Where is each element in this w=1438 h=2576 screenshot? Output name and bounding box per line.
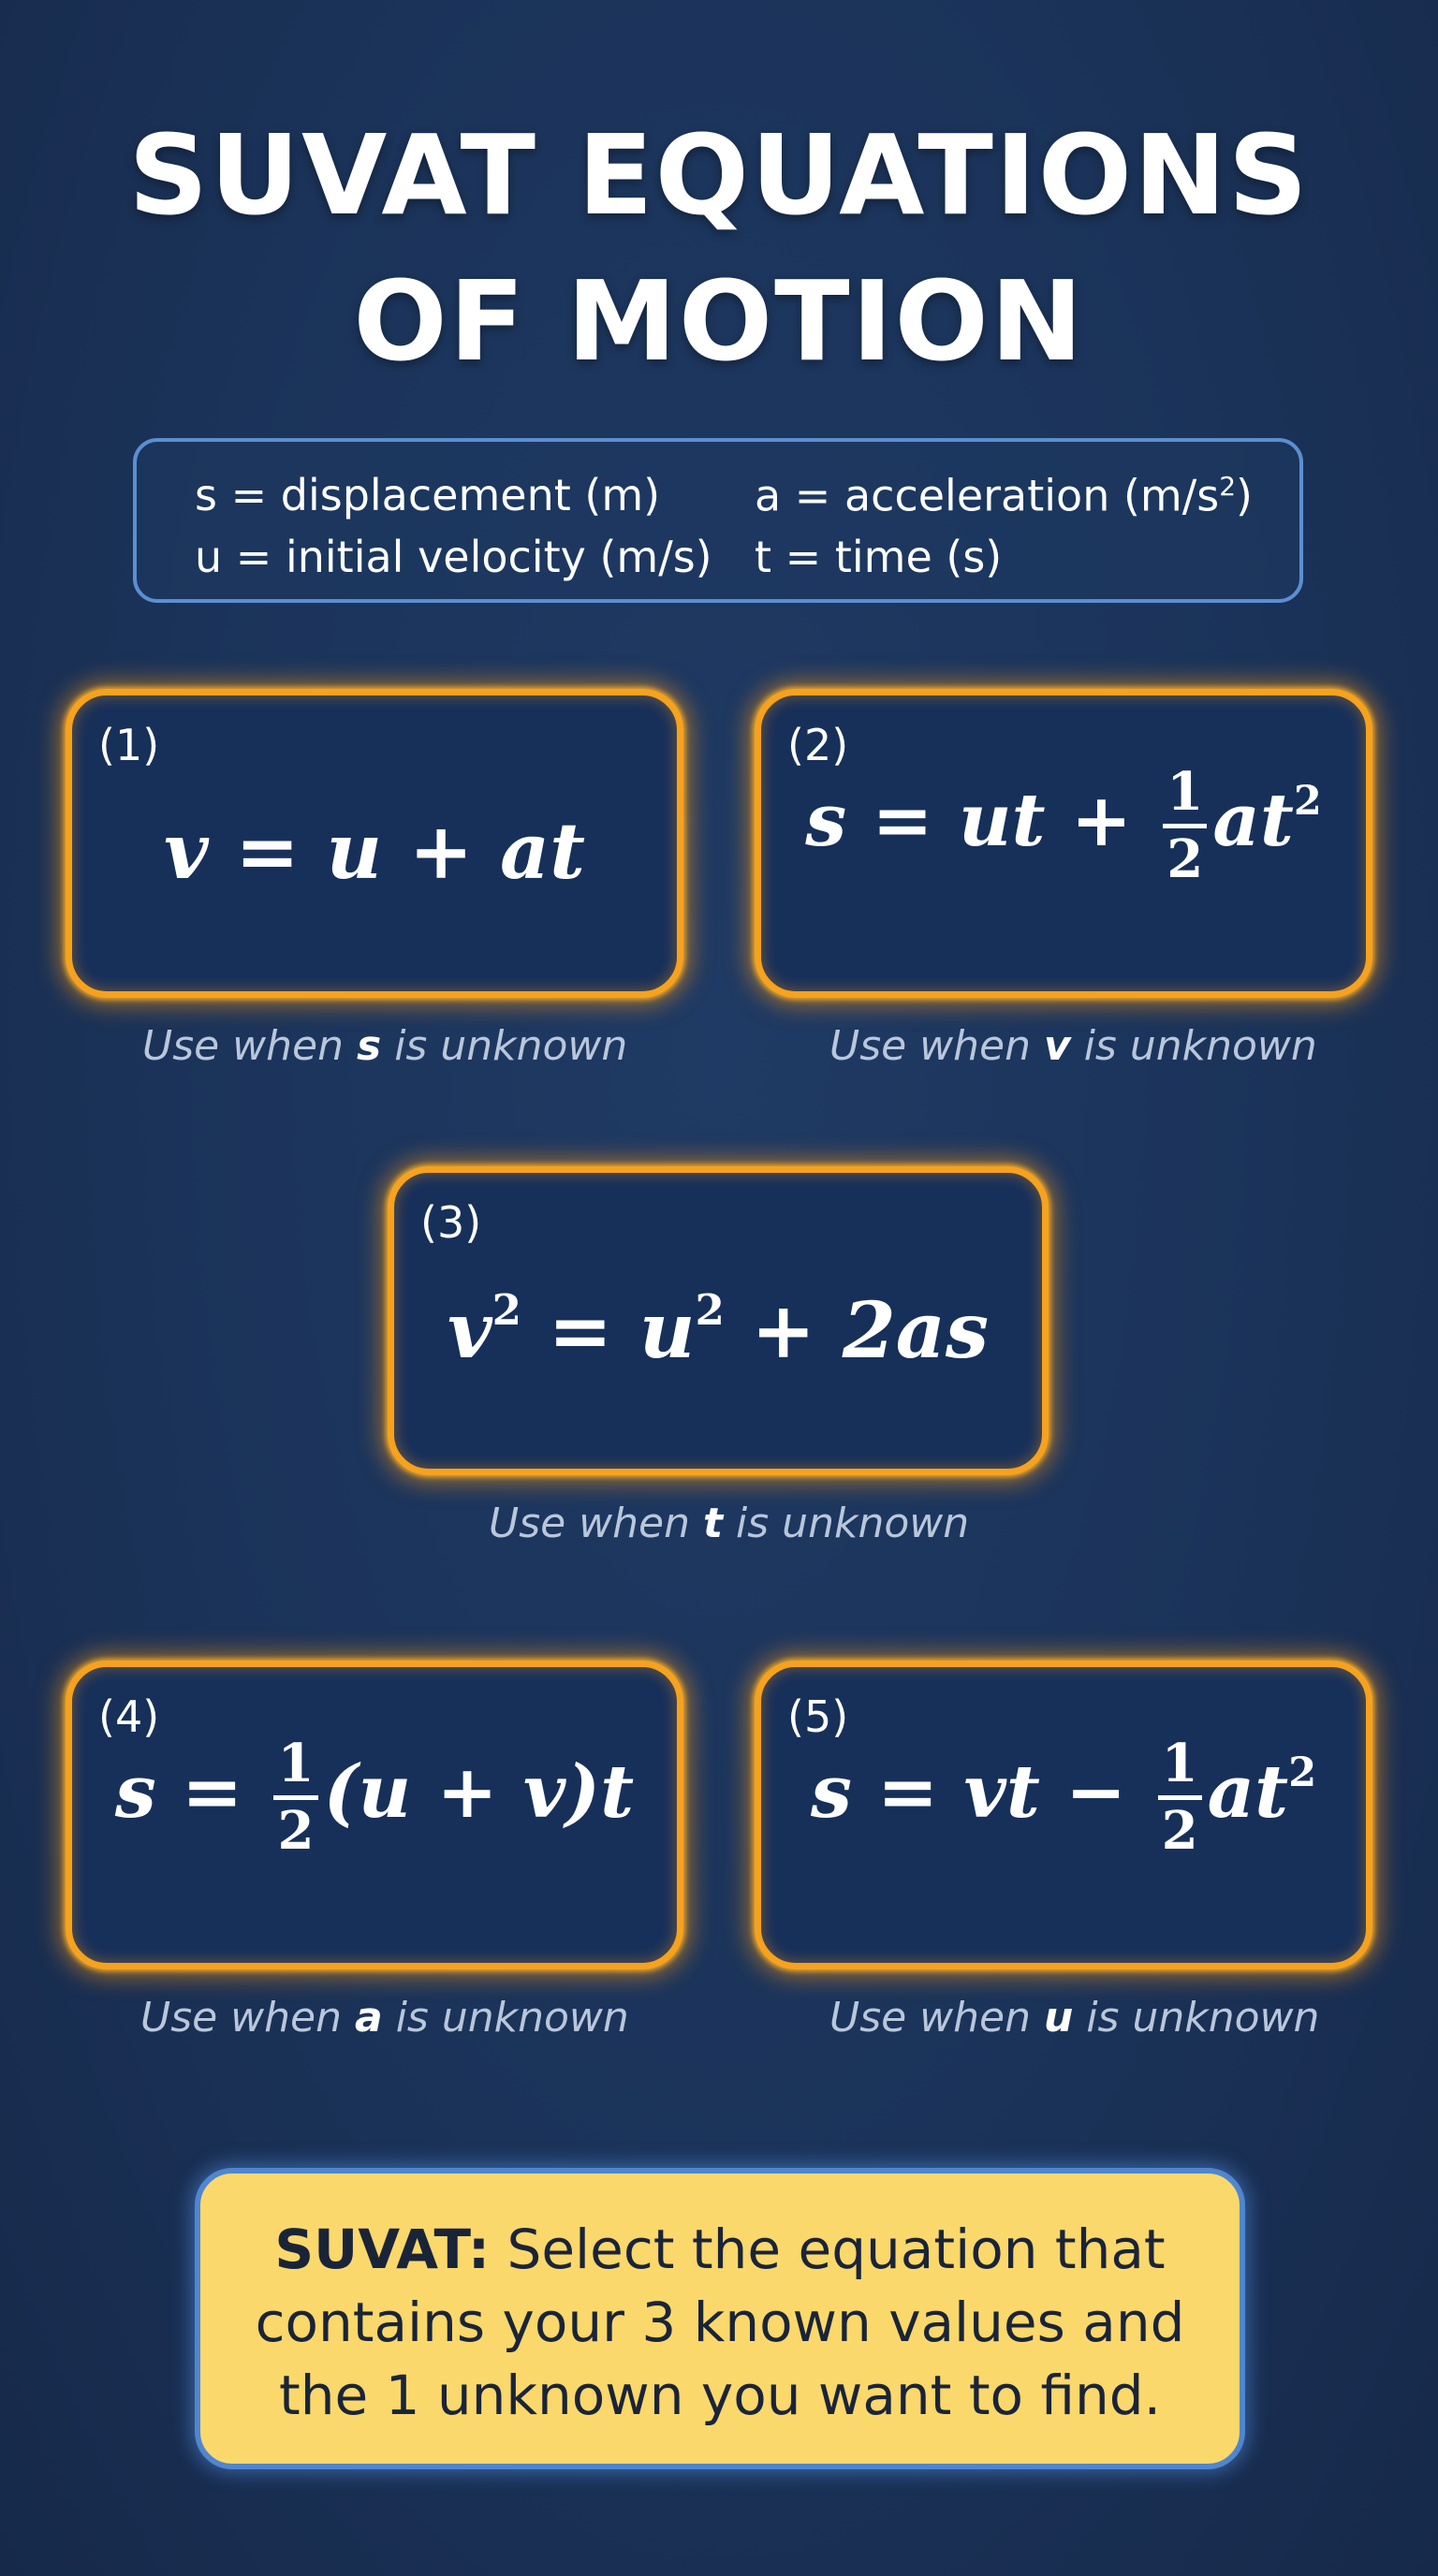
- equation-card-3: [388, 1166, 1049, 1475]
- equation-number-4: (4): [98, 1691, 160, 1742]
- caption-variable: t: [703, 1500, 724, 1547]
- formula-term: s: [805, 777, 847, 863]
- equation-caption-1: [142, 1022, 628, 1070]
- fraction-one-half: [273, 1733, 317, 1862]
- formula-exponent: 2: [695, 1284, 725, 1335]
- caption-variable: u: [1044, 1994, 1074, 2042]
- variable-legend: [133, 438, 1303, 603]
- equation-formula-4: [72, 1733, 677, 1862]
- equation-card-5: [755, 1661, 1372, 1969]
- caption-variable: s: [357, 1022, 382, 1070]
- caption-text: Use when: [829, 1022, 1045, 1070]
- formula-exponent: 2: [1293, 777, 1322, 825]
- equation-formula-1: [72, 807, 677, 897]
- fraction-denominator: 2: [1161, 1799, 1198, 1862]
- equation-number-2: (2): [787, 720, 849, 770]
- tip-text: [228, 2213, 1211, 2432]
- caption-text: is unknown: [1070, 1022, 1317, 1070]
- formula-operator: −: [1065, 1749, 1127, 1835]
- equation-formula-2: [761, 761, 1366, 890]
- formula-term: v: [164, 807, 209, 897]
- fraction-numerator: 1: [273, 1736, 317, 1800]
- formula-term: vt: [963, 1749, 1040, 1835]
- formula-exponent: 2: [492, 1284, 521, 1335]
- equation-formula-5: [761, 1733, 1366, 1862]
- equation-card-2: [755, 689, 1372, 998]
- equation-card-4: [66, 1661, 683, 1969]
- caption-text: Use when: [489, 1500, 704, 1547]
- equation-caption-2: [829, 1022, 1317, 1070]
- formula-term: v: [447, 1286, 492, 1376]
- tip-body: Select the equation that contains your 3 known values and the 1 unknown you want to find.: [255, 2217, 1185, 2427]
- formula-operator: =: [181, 1749, 243, 1835]
- fraction-denominator: 2: [1167, 827, 1204, 890]
- caption-variable: v: [1044, 1022, 1071, 1070]
- formula-term: 2as: [842, 1286, 990, 1376]
- formula-term: u: [326, 807, 383, 897]
- caption-text: Use when: [829, 1994, 1045, 2042]
- formula-operator: =: [548, 1286, 613, 1376]
- legend-acceleration: [755, 470, 1253, 521]
- fraction-denominator: 2: [277, 1799, 315, 1862]
- formula-term: at: [1212, 777, 1294, 863]
- equation-caption-4: [140, 1994, 629, 2042]
- formula-exponent: 2: [1288, 1749, 1317, 1796]
- formula-term: at: [499, 807, 585, 897]
- caption-text: is unknown: [1073, 1994, 1320, 2042]
- formula-term: (u + v)t: [323, 1749, 635, 1835]
- fraction-numerator: 1: [1158, 1736, 1202, 1800]
- equation-caption-5: [829, 1994, 1320, 2042]
- equation-number-1: (1): [98, 720, 160, 770]
- formula-operator: =: [872, 777, 933, 863]
- formula-operator: +: [1070, 777, 1133, 863]
- caption-text: is unknown: [723, 1500, 970, 1547]
- formula-operator: =: [877, 1749, 939, 1835]
- formula-operator: =: [235, 807, 300, 897]
- equation-number-5: (5): [787, 1691, 849, 1742]
- formula-term: at: [1207, 1749, 1289, 1835]
- page-title-line-2: OF MOTION: [353, 256, 1085, 386]
- formula-operator: +: [408, 807, 474, 897]
- legend-acceleration-close: ): [1236, 470, 1253, 521]
- equation-card-1: [66, 689, 683, 998]
- caption-text: Use when: [142, 1022, 358, 1070]
- equation-caption-3: [489, 1500, 970, 1547]
- formula-term: s: [114, 1749, 156, 1835]
- equation-number-3: (3): [420, 1197, 482, 1248]
- fraction-numerator: 1: [1163, 765, 1207, 828]
- formula-term: u: [638, 1286, 696, 1376]
- tip-label: SUVAT:: [274, 2217, 491, 2281]
- formula-operator: +: [751, 1286, 816, 1376]
- caption-text: is unknown: [382, 1994, 629, 2042]
- caption-text: is unknown: [381, 1022, 628, 1070]
- fraction-one-half: [1158, 1733, 1202, 1862]
- equation-formula-3: [394, 1284, 1042, 1376]
- legend-displacement: s = displacement (m): [195, 470, 661, 520]
- caption-text: Use when: [140, 1994, 356, 2042]
- legend-time: t = time (s): [755, 532, 1003, 582]
- formula-term: ut: [958, 777, 1046, 863]
- suvat-tip-box: [195, 2168, 1245, 2469]
- legend-acceleration-text: a = acceleration (m/s: [755, 470, 1220, 521]
- legend-acceleration-exponent: 2: [1219, 471, 1237, 502]
- page-title-line-1: SUVAT EQUATIONS: [128, 110, 1310, 240]
- formula-term: s: [810, 1749, 852, 1835]
- fraction-one-half: [1163, 761, 1207, 890]
- legend-initial-velocity: u = initial velocity (m/s): [195, 532, 712, 582]
- caption-variable: a: [355, 1994, 383, 2042]
